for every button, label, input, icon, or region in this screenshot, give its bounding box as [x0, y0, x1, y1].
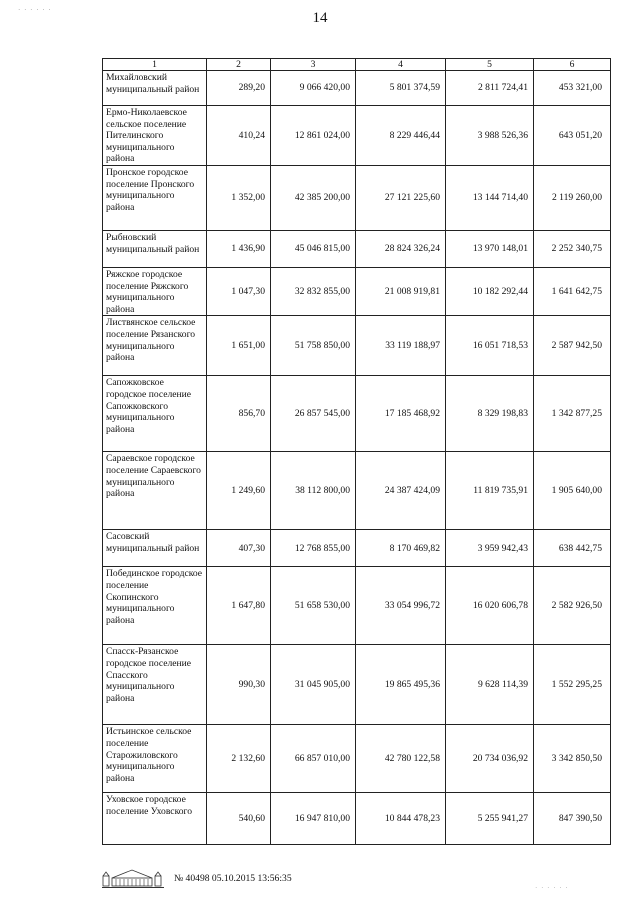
- table-row: [103, 793, 611, 845]
- table-cell: 5 801 374,59: [356, 71, 446, 106]
- municipality-name: Сасовский муниципальный район: [103, 530, 207, 567]
- table-cell: 13 970 148,01: [446, 230, 534, 267]
- column-header: 5: [446, 59, 534, 71]
- municipality-name: Сараевское городское поселение Сараевского муниципального района: [103, 452, 207, 530]
- table-cell: 1 552 295,25: [534, 645, 611, 725]
- table-cell: 16 051 718,53: [446, 316, 534, 376]
- table-cell: 2 252 340,75: [534, 230, 611, 267]
- page-number: 14: [312, 10, 328, 26]
- table-cell: 1 647,80: [207, 567, 271, 645]
- table-row: [103, 530, 611, 567]
- table-cell: 410,24: [207, 106, 271, 166]
- table-cell: 2 119 260,00: [534, 165, 611, 230]
- table-header-row: [103, 59, 611, 71]
- municipality-name: Ряжское городское поселение Ряжского муниципального района: [103, 267, 207, 315]
- column-header: 3: [271, 59, 356, 71]
- table-cell: 3 342 850,50: [534, 725, 611, 793]
- table-row: [103, 452, 611, 530]
- table-row: [103, 230, 611, 267]
- allocation-table: [102, 58, 611, 845]
- table-row: [103, 725, 611, 793]
- table-cell: 1 047,30: [207, 267, 271, 315]
- table-cell: 2 811 724,41: [446, 71, 534, 106]
- table-cell: 3 988 526,36: [446, 106, 534, 166]
- municipality-name: Истьинское сельское поселение Старожиловского муниципального района: [103, 725, 207, 793]
- municipality-name: Рыбновский муниципальный район: [103, 230, 207, 267]
- table-cell: 51 658 530,00: [271, 567, 356, 645]
- table-cell: 45 046 815,00: [271, 230, 356, 267]
- table-cell: 1 342 877,25: [534, 376, 611, 452]
- table-cell: 1 436,90: [207, 230, 271, 267]
- table-cell: 16 947 810,00: [271, 793, 356, 845]
- table-cell: 12 861 024,00: [271, 106, 356, 166]
- table-cell: 20 734 036,92: [446, 725, 534, 793]
- scan-artifact-dots: · · · · · ·: [535, 884, 569, 892]
- municipality-name: Уховское городское поселение Уховского: [103, 793, 207, 845]
- table-cell: 10 182 292,44: [446, 267, 534, 315]
- table-cell: 10 844 478,23: [356, 793, 446, 845]
- table-cell: 12 768 855,00: [271, 530, 356, 567]
- registry-logo-icon: [102, 867, 164, 889]
- table-cell: 1 352,00: [207, 165, 271, 230]
- table-row: [103, 267, 611, 315]
- column-header: 1: [103, 59, 207, 71]
- table-cell: 9 066 420,00: [271, 71, 356, 106]
- municipality-name: Листвянское сельское поселение Рязанского муниципального района: [103, 316, 207, 376]
- table-cell: 990,30: [207, 645, 271, 725]
- municipality-name: Пронское городское поселение Пронского муниципального района: [103, 165, 207, 230]
- table-cell: 407,30: [207, 530, 271, 567]
- column-header: 4: [356, 59, 446, 71]
- table-row: [103, 71, 611, 106]
- scan-artifact-dots: · · · · · ·: [18, 6, 52, 14]
- table-cell: 2 582 926,50: [534, 567, 611, 645]
- table-cell: 540,60: [207, 793, 271, 845]
- table-cell: 638 442,75: [534, 530, 611, 567]
- table-cell: 11 819 735,91: [446, 452, 534, 530]
- table-cell: 24 387 424,09: [356, 452, 446, 530]
- table-cell: 8 170 469,82: [356, 530, 446, 567]
- table-cell: 27 121 225,60: [356, 165, 446, 230]
- table-cell: 66 857 010,00: [271, 725, 356, 793]
- table-cell: 33 119 188,97: [356, 316, 446, 376]
- table-cell: 19 865 495,36: [356, 645, 446, 725]
- column-header: 2: [207, 59, 271, 71]
- table-cell: 32 832 855,00: [271, 267, 356, 315]
- municipality-name: Ермо-Николаевское сельское поселение Пителинского муниципального района: [103, 106, 207, 166]
- table-row: [103, 645, 611, 725]
- table-cell: 453 321,00: [534, 71, 611, 106]
- table-cell: 31 045 905,00: [271, 645, 356, 725]
- municipality-name: Спасск-Рязанское городское поселение Спасского муниципального района: [103, 645, 207, 725]
- table-cell: 3 959 942,43: [446, 530, 534, 567]
- table-row: [103, 376, 611, 452]
- table-row: [103, 106, 611, 166]
- table-cell: 2 132,60: [207, 725, 271, 793]
- table-cell: 42 780 122,58: [356, 725, 446, 793]
- table-row: [103, 567, 611, 645]
- table-cell: 42 385 200,00: [271, 165, 356, 230]
- document-footer: [102, 866, 292, 890]
- table-cell: 33 054 996,72: [356, 567, 446, 645]
- table-cell: 2 587 942,50: [534, 316, 611, 376]
- municipality-name: Сапожковское городское поселение Сапожковского муниципального района: [103, 376, 207, 452]
- table-row: [103, 316, 611, 376]
- municipality-name: Михайловский муниципальный район: [103, 71, 207, 106]
- table-cell: 8 329 198,83: [446, 376, 534, 452]
- table-cell: 26 857 545,00: [271, 376, 356, 452]
- table-cell: 13 144 714,40: [446, 165, 534, 230]
- table-cell: 643 051,20: [534, 106, 611, 166]
- table-cell: 1 905 640,00: [534, 452, 611, 530]
- table-cell: 1 249,60: [207, 452, 271, 530]
- table-cell: 38 112 800,00: [271, 452, 356, 530]
- table-cell: 28 824 326,24: [356, 230, 446, 267]
- column-header: 6: [534, 59, 611, 71]
- table-cell: 51 758 850,00: [271, 316, 356, 376]
- table-cell: 21 008 919,81: [356, 267, 446, 315]
- document-registration-stamp: № 40498 05.10.2015 13:56:35: [174, 872, 292, 884]
- table-cell: 16 020 606,78: [446, 567, 534, 645]
- table-row: [103, 165, 611, 230]
- table-cell: 8 229 446,44: [356, 106, 446, 166]
- table-cell: 847 390,50: [534, 793, 611, 845]
- table-cell: 1 641 642,75: [534, 267, 611, 315]
- table-cell: 17 185 468,92: [356, 376, 446, 452]
- table-cell: 856,70: [207, 376, 271, 452]
- municipality-name: Побединское городское поселение Скопинского муниципального района: [103, 567, 207, 645]
- table-cell: 9 628 114,39: [446, 645, 534, 725]
- table-cell: 1 651,00: [207, 316, 271, 376]
- table-cell: 289,20: [207, 71, 271, 106]
- table-cell: 5 255 941,27: [446, 793, 534, 845]
